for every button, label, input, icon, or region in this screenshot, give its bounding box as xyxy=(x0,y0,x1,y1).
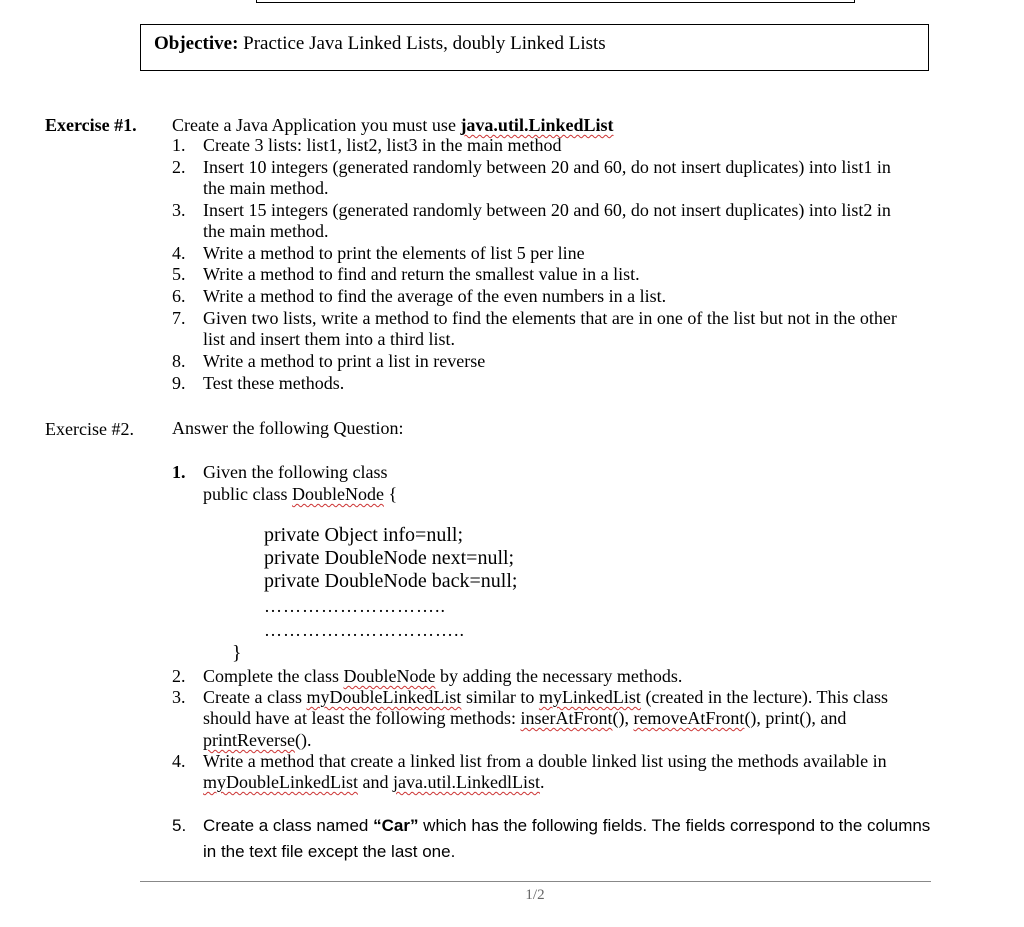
item-1-number: 1. xyxy=(172,135,186,155)
code-line-2: private DoubleNode next=null; xyxy=(264,547,515,569)
q3-line2: should have at least the following methods: inserAtFront(), removeAtFront(), print(), and xyxy=(203,708,847,728)
q1-line1: Given the following class xyxy=(203,462,388,482)
q5-line1: Create a class named “Car” which has the following fields. The fields correspond to the columns xyxy=(203,816,931,835)
code-line-1: private Object info=null; xyxy=(264,524,464,546)
exercise-2-label: Exercise #2. xyxy=(45,419,134,439)
q4-line2: myDoubleLinkedList and java.util.LinkedlList. xyxy=(203,772,545,792)
item-6-text: Write a method to find the average of the even numbers in a list. xyxy=(203,286,667,306)
exercise-2-intro: Answer the following Question: xyxy=(172,418,404,438)
code-ellipsis-1: ……………………….. xyxy=(264,596,446,616)
q5-number: 5. xyxy=(172,816,187,835)
item-9-text: Test these methods. xyxy=(203,373,345,393)
q3-number: 3. xyxy=(172,687,186,707)
item-3-text-line2: the main method. xyxy=(203,221,329,241)
q2-number: 2. xyxy=(172,666,186,686)
objective-text: Practice Java Linked Lists, doubly Linked Lists xyxy=(238,33,606,54)
item-7-text-line2: list and insert them into a third list. xyxy=(203,329,455,349)
q3-line1: Create a class myDoubleLinkedList similar to myLinkedList (created in the lecture). This class xyxy=(203,687,888,707)
item-5-number: 5. xyxy=(172,264,186,284)
item-2-number: 2. xyxy=(172,157,186,177)
q3-line3: printReverse(). xyxy=(203,730,312,750)
item-5-text: Write a method to find and return the smallest value in a list. xyxy=(203,264,640,284)
code-ellipsis-2: ………………………….. xyxy=(264,620,465,640)
objective-label: Objective: xyxy=(154,33,239,54)
item-7-text-line1: Given two lists, write a method to find the elements that are in one of the list but not in the other xyxy=(203,308,897,328)
item-4-text: Write a method to print the elements of list 5 per line xyxy=(203,243,585,263)
q4-line1: Write a method that create a linked list from a double linked list using the methods available in xyxy=(203,751,887,771)
q1-line2: public class DoubleNode { xyxy=(203,484,398,504)
item-8-number: 8. xyxy=(172,351,186,371)
q1-number: 1. xyxy=(172,462,186,482)
car-class-name: “Car” xyxy=(373,816,419,835)
item-3-number: 3. xyxy=(172,200,186,220)
exercise-1-label: Exercise #1. xyxy=(45,115,137,135)
top-box xyxy=(256,0,855,3)
item-7-number: 7. xyxy=(172,308,186,328)
doublenode-class-name: DoubleNode xyxy=(291,484,384,504)
item-8-text: Write a method to print a list in reverse xyxy=(203,351,486,371)
item-4-number: 4. xyxy=(172,243,186,263)
item-6-number: 6. xyxy=(172,286,186,306)
item-3-text-line1: Insert 15 integers (generated randomly between 20 and 60, do not insert duplicates) into list2 in xyxy=(203,200,891,220)
item-2-text-line1: Insert 10 integers (generated randomly between 20 and 60, do not insert duplicates) into list1 in xyxy=(203,157,891,177)
q5-line2: in the text file except the last one. xyxy=(203,842,456,861)
exercise-1-intro: Create a Java Application you must use java.util.LinkedList xyxy=(172,115,614,135)
page-number: 1/2 xyxy=(525,887,545,903)
closing-brace: } xyxy=(232,642,242,664)
item-1-text: Create 3 lists: list1, list2, list3 in the main method xyxy=(203,135,562,155)
objective-box xyxy=(140,24,929,71)
item-9-number: 9. xyxy=(172,373,186,393)
footer-rule xyxy=(140,881,931,882)
q2-text: Complete the class DoubleNode by adding the necessary methods. xyxy=(203,666,683,686)
q4-number: 4. xyxy=(172,751,186,771)
code-line-3: private DoubleNode back=null; xyxy=(264,570,518,592)
item-2-text-line2: the main method. xyxy=(203,178,329,198)
java-util-linkedlist-link: java.util.LinkedList xyxy=(460,115,614,135)
